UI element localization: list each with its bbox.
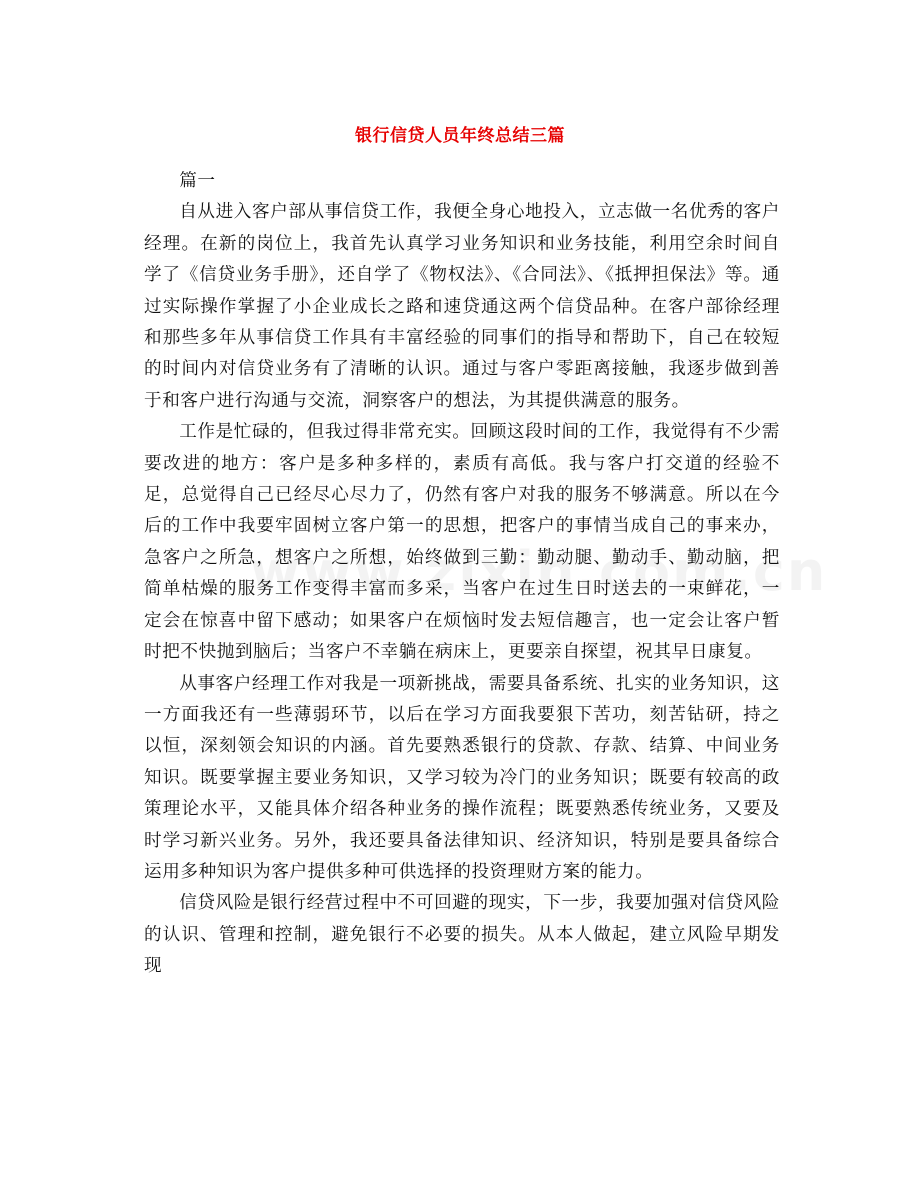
- paragraph-2: 工作是忙碌的，但我过得非常充实。回顾这段时间的工作，我觉得有不少需要改进的地方：客户是多种多样的，素质有高低。我与客户打交道的经验不足，总觉得自己已经尽心尽力了，仍然有客户对我的服务不够满意。所以在今后的工作中我要牢固树立客户第一的思想，把客户的事情当成自己的事来办，急客户之所急，想客户之所想，始终做到三勤：勤动腿、勤动手、勤动脑，把简单枯燥的服务工作变得丰富而多采，当客户在过生日时送去的一束鲜花，一定会在惊喜中留下感动；如果客户在烦恼时发去短信趣言，也一定会让客户暂时把不快抛到脑后；当客户不幸躺在病床上，更要亲自探望，祝其早日康复。: [144, 422, 780, 663]
- paragraph-1: 自从进入客户部从事信贷工作，我便全身心地投入，立志做一名优秀的客户经理。在新的岗位上，我首先认真学习业务知识和业务技能，利用空余时间自学了《信贷业务手册》，还自学了《物权法》、《合同法》、《抵押担保法》等。通过实际操作掌握了小企业成长之路和速贷通这两个信贷品种。在客户部徐经理和那些多年从事信贷工作具有丰富经验的同事们的指导和帮助下，自己在较短的时间内对信贷业务有了清晰的认识。通过与客户零距离接触，我逐步做到善于和客户进行沟通与交流，洞察客户的想法，为其提供满意的服务。: [144, 202, 780, 411]
- paragraph-4: 信贷风险是银行经营过程中不可回避的现实，下一步，我要加强对信贷风险的认识、管理和控制，避免银行不必要的损失。从本人做起，建立风险早期发现: [144, 893, 780, 977]
- document-body: [144, 166, 780, 983]
- section-heading: 篇一: [179, 171, 216, 191]
- document-title: 银行信贷人员年终总结三篇: [355, 126, 565, 146]
- paragraph-3: 从事客户经理工作对我是一项新挑战，需要具备系统、扎实的业务知识，这一方面我还有一些薄弱环节，以后在学习方面我要狠下苦功，刻苦钻研，持之以恒，深刻领会知识的内涵。首先要熟悉银行的贷款、存款、结算、中间业务知识。既要掌握主要业务知识，又学习较为冷门的业务知识；既要有较高的政策理论水平，又能具体介绍各种业务的操作流程；既要熟悉传统业务，又要及时学习新兴业务。另外，我还要具备法律知识、经济知识，特别是要具备综合运用多种知识为客户提供多种可供选择的投资理财方案的能力。: [144, 673, 780, 882]
